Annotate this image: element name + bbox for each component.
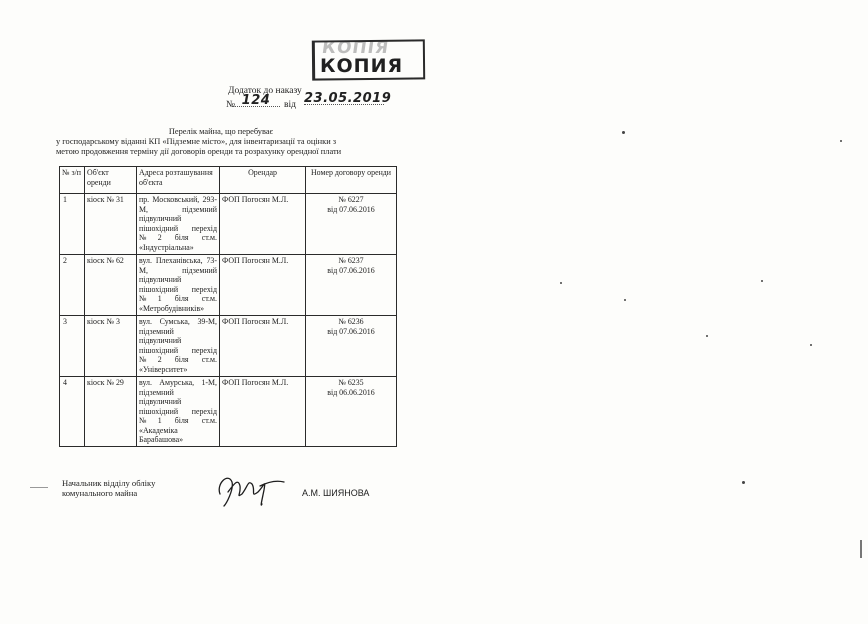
scan-speck xyxy=(622,131,625,134)
title-line-2: у господарському віданні КП «Підземне місто», для інвентаризації та оцінки з xyxy=(56,137,337,146)
title-line-1: Перелік майна, що перебуває xyxy=(168,127,274,136)
copy-stamp-ghost: КОПІЯ xyxy=(320,38,391,58)
scan-speck xyxy=(624,299,626,301)
table-row xyxy=(60,194,397,255)
row-object: кіоск № 29 xyxy=(85,377,137,447)
appendix-label: Додаток до наказу xyxy=(228,86,302,96)
row-num: 1 xyxy=(60,194,85,255)
row-tenant: ФОП Погосян М.Л. xyxy=(220,377,306,447)
order-number-prefix: № xyxy=(226,100,236,110)
row-tenant: ФОП Погосян М.Л. xyxy=(220,255,306,316)
header-object: Об'єкт оренди xyxy=(85,167,137,194)
row-object: кіоск № 62 xyxy=(85,255,137,316)
header-contract: Номер договору оренди xyxy=(306,167,397,194)
row-tenant: ФОП Погосян М.Л. xyxy=(220,194,306,255)
row-object: кіоск № 3 xyxy=(85,316,137,377)
row-num: 2 xyxy=(60,255,85,316)
row-contract xyxy=(306,194,397,255)
table-row xyxy=(60,255,397,316)
scan-speck xyxy=(840,140,842,142)
row-contract xyxy=(306,316,397,377)
table-header-row xyxy=(60,167,397,194)
row-contract-date: від 07.06.2016 xyxy=(327,204,375,214)
table-row xyxy=(60,377,397,447)
copy-stamp-text: КОПИЯ xyxy=(320,55,404,77)
row-num: 3 xyxy=(60,316,85,377)
row-contract-no: № 6237 xyxy=(338,256,364,265)
property-table xyxy=(59,166,397,447)
table-row xyxy=(60,316,397,377)
scan-speck xyxy=(706,335,708,337)
scan-speck xyxy=(761,280,763,282)
signatory-position-line-2: комунального майна xyxy=(62,488,138,498)
row-contract-no: № 6236 xyxy=(338,317,364,326)
row-contract-date: від 06.06.2016 xyxy=(327,387,375,397)
row-num: 4 xyxy=(60,377,85,447)
scan-speck xyxy=(810,344,812,346)
row-contract xyxy=(306,377,397,447)
signatory-position-line-1: Начальник відділу обліку xyxy=(62,478,156,488)
appendix-header xyxy=(226,86,392,113)
order-number: 124 xyxy=(232,95,280,107)
header-num: № з/п xyxy=(60,167,85,194)
row-contract-no: № 6227 xyxy=(338,195,364,204)
scan-speck xyxy=(742,481,745,484)
row-contract xyxy=(306,255,397,316)
row-address: вул. Плеханівська, 73-М, підземний підвуличний пішохідний перехід №1 біля ст.м. «Метробудівників» xyxy=(137,255,220,316)
signatory-name: А.М. ШИЯНОВА xyxy=(302,488,370,498)
order-date-prefix: від xyxy=(284,100,296,110)
scan-speck xyxy=(560,282,562,284)
signatory-position xyxy=(62,478,155,498)
scan-line xyxy=(30,487,48,488)
row-address: вул. Сумська, 39-М, підземний підвуличний пішохідний перехід №2 біля ст.м. «Університет» xyxy=(137,316,220,377)
header-address: Адреса розташування об'єкта xyxy=(137,167,220,194)
document-title xyxy=(56,127,386,157)
scan-edge xyxy=(860,540,862,558)
row-address: вул. Амурська, 1-М, підземний підвуличний пішохідний перехід №1 біля ст.м. «Академіка Барабашова» xyxy=(137,377,220,447)
copy-stamp xyxy=(312,40,424,80)
header-tenant: Орендар xyxy=(220,167,306,194)
row-contract-date: від 07.06.2016 xyxy=(327,265,375,275)
row-contract-no: № 6235 xyxy=(338,378,364,387)
row-contract-date: від 07.06.2016 xyxy=(327,326,375,336)
title-line-3: метою продовження терміну дії договорів оренди та розрахунку орендної плати xyxy=(56,147,342,156)
row-address: пр. Московський, 293-М, підземний підвуличний пішохідний перехід №2 біля ст.м. «Індустріальна» xyxy=(137,194,220,255)
row-tenant: ФОП Погосян М.Л. xyxy=(220,316,306,377)
row-object: кіоск № 31 xyxy=(85,194,137,255)
handwritten-signature xyxy=(214,464,286,510)
order-date: 23.05.2019 xyxy=(304,91,392,106)
